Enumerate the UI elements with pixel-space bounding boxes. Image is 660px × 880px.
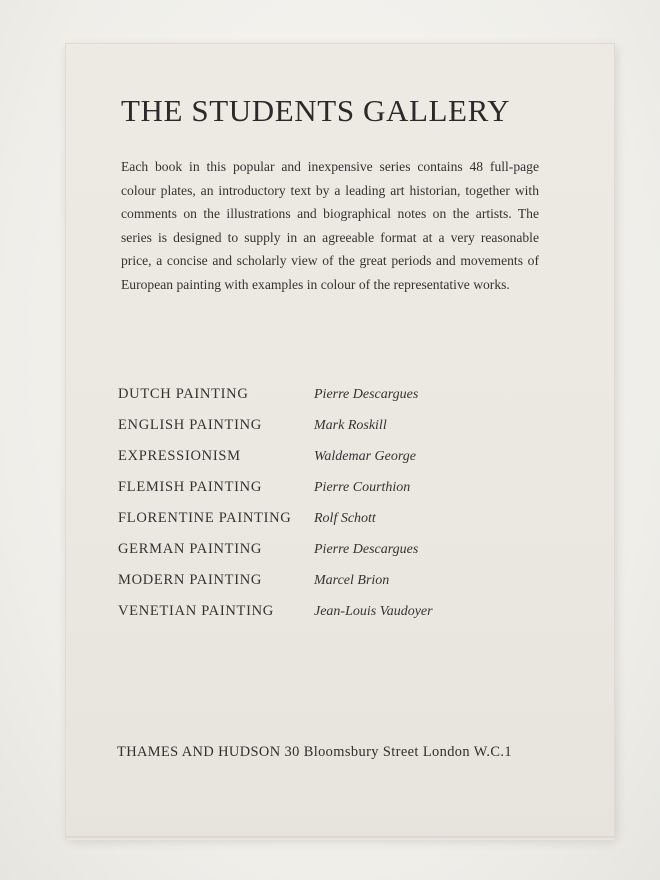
series-entry — [118, 472, 578, 503]
series-entry-subject: VENETIAN PAINTING — [118, 603, 274, 619]
series-entry-author: Pierre Descargues — [314, 386, 419, 402]
series-entry — [118, 565, 578, 596]
series-entry — [118, 596, 578, 627]
series-entry-author: Waldemar George — [314, 448, 417, 464]
series-entry-author: Mark Roskill — [314, 417, 387, 433]
book-series-title: THE STUDENTS GALLERY — [121, 93, 511, 128]
series-description: Each book in this popular and inexpensive series contains 48 full-page colour plates, an introductory text by a leading art historian, together with comments on the illustrations and biographical notes on the artists. The series is designed to supply in an agreeable format at a very reasonable price, a concise and scholarly view of the great periods and movements of European painting with examples in colour of the representative works. — [121, 159, 539, 292]
series-entry-subject: DUTCH PAINTING — [118, 386, 249, 402]
series-entry — [118, 410, 578, 441]
book-cover-edge — [66, 836, 614, 840]
series-entry — [118, 503, 578, 534]
publisher-imprint: THAMES AND HUDSON 30 Bloomsbury Street London W.C.1 — [117, 744, 512, 760]
series-entry-subject: ENGLISH PAINTING — [118, 417, 262, 433]
series-entry-author: Jean-Louis Vaudoyer — [314, 603, 433, 619]
series-entry-author: Pierre Descargues — [314, 541, 419, 557]
series-entry-subject: EXPRESSIONISM — [118, 448, 241, 464]
series-entry-author: Rolf Schott — [314, 510, 376, 526]
series-entry-author: Marcel Brion — [314, 572, 390, 588]
series-entry — [118, 441, 578, 472]
series-entry-subject: FLORENTINE PAINTING — [118, 510, 292, 526]
series-title-list — [118, 379, 578, 627]
series-entry-subject: GERMAN PAINTING — [118, 541, 263, 557]
series-entry — [118, 534, 578, 565]
series-entry — [118, 379, 578, 410]
series-entry-subject: MODERN PAINTING — [118, 572, 263, 588]
series-entry-subject: FLEMISH PAINTING — [118, 479, 262, 495]
series-entry-author: Pierre Courthion — [314, 479, 411, 495]
